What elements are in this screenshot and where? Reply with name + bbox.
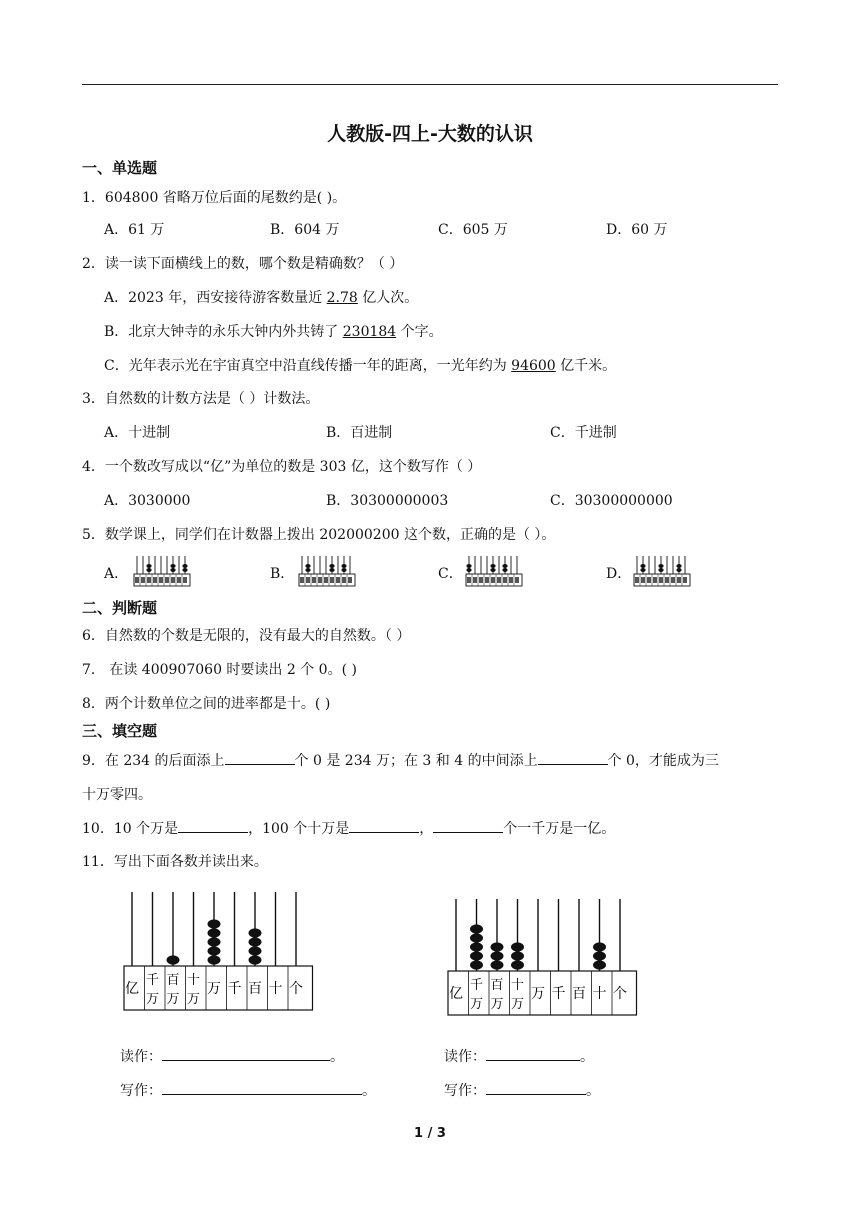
mini-abacus-label bbox=[324, 577, 328, 583]
abacus-bead bbox=[249, 955, 262, 964]
mini-abacus-bead bbox=[305, 568, 310, 572]
mini-abacus-bead bbox=[502, 568, 507, 572]
q10-blank-2[interactable] bbox=[349, 818, 419, 833]
abacus-bead bbox=[208, 946, 221, 955]
mini-abacus-label bbox=[336, 577, 340, 583]
abacus-image-d bbox=[633, 554, 693, 588]
abacus-bead bbox=[208, 937, 221, 946]
mini-abacus-bead bbox=[466, 568, 471, 572]
abacus-bead bbox=[470, 942, 483, 951]
mini-abacus-label bbox=[300, 577, 304, 583]
question-5-stem: 5．数学课上，同学们在计数器上拨出 202000200 这个数，正确的是（ ）。 bbox=[82, 527, 556, 543]
section-heading-true-false: 二、判断题 bbox=[82, 599, 158, 617]
q5-option-b: B． bbox=[270, 566, 295, 582]
question-3-stem: 3．自然数的计数方法是（ ）计数法。 bbox=[82, 391, 320, 407]
question-4-stem: 4．一个数改写成以“亿”为单位的数是 303 亿，这个数写作（ ） bbox=[82, 459, 482, 475]
mini-abacus-bead bbox=[329, 564, 334, 568]
q4-option-a: A．3030000 bbox=[104, 493, 191, 509]
mini-abacus-label bbox=[342, 577, 346, 583]
top-rule bbox=[82, 84, 778, 85]
abacus-bead bbox=[249, 928, 262, 937]
q5-option-c: C． bbox=[438, 566, 463, 582]
abacus-label: 万 bbox=[469, 997, 484, 1012]
q2-option-b: B．北京大钟寺的永乐大钟内外共铸了 230184 个字。 bbox=[104, 324, 443, 340]
mini-abacus-bead bbox=[182, 568, 187, 572]
abacus-bead bbox=[593, 960, 606, 969]
abacus-label: 个 bbox=[613, 986, 627, 1002]
abacus-label: 百 bbox=[248, 981, 262, 997]
mini-abacus-bead bbox=[640, 564, 645, 568]
q1-option-a: A．61 万 bbox=[104, 222, 165, 238]
section-heading-single-choice: 一、单选题 bbox=[82, 159, 158, 177]
mini-abacus-label bbox=[635, 577, 639, 583]
mini-abacus-label bbox=[473, 577, 477, 583]
question-10: 10．10 个万是 ，100 个十万是 ， 个一千万是一亿。 bbox=[82, 818, 615, 838]
mini-abacus-bead bbox=[170, 568, 175, 572]
abacus-bead bbox=[249, 946, 262, 955]
abacus-bead bbox=[208, 955, 221, 964]
abacus-label: 百 bbox=[490, 978, 504, 993]
mini-abacus-bead bbox=[676, 568, 681, 572]
mini-abacus-bead bbox=[305, 564, 310, 568]
left-write-blank[interactable] bbox=[162, 1080, 362, 1095]
mini-abacus-label bbox=[306, 577, 310, 583]
right-read-blank[interactable] bbox=[486, 1046, 580, 1061]
abacus-bead bbox=[593, 942, 606, 951]
mini-abacus-bead bbox=[146, 564, 151, 568]
mini-abacus-bead bbox=[170, 564, 175, 568]
mini-abacus-bead bbox=[490, 568, 495, 572]
mini-abacus-label bbox=[503, 577, 507, 583]
abacus-bead bbox=[470, 933, 483, 942]
abacus-label: 亿 bbox=[449, 986, 463, 1002]
abacus-bead bbox=[167, 955, 180, 964]
q1-option-b: B．604 万 bbox=[270, 222, 340, 238]
mini-abacus-bead bbox=[146, 568, 151, 572]
abacus-label: 万 bbox=[207, 981, 221, 997]
mini-abacus-label bbox=[147, 577, 151, 583]
abacus-label: 千 bbox=[469, 978, 484, 993]
mini-abacus-bead bbox=[640, 568, 645, 572]
mini-abacus-label bbox=[647, 577, 651, 583]
left-read-blank[interactable] bbox=[162, 1046, 330, 1061]
mini-abacus-bead bbox=[658, 564, 663, 568]
left-read-line: 读作： 。 bbox=[120, 1046, 344, 1066]
abacus-bead bbox=[470, 924, 483, 933]
abacus-label: 万 bbox=[531, 986, 545, 1002]
mini-abacus-label bbox=[171, 577, 175, 583]
mini-abacus-bead bbox=[329, 568, 334, 572]
abacus-bead bbox=[249, 937, 262, 946]
question-9-line-1: 9．在 234 的后面添上 个 0 是 234 万；在 3 和 4 的中间添上 个 0，才能成为三 bbox=[82, 750, 719, 770]
q9-blank-1[interactable] bbox=[225, 750, 295, 765]
abacus-label: 十 bbox=[186, 973, 201, 988]
mini-abacus-label bbox=[479, 577, 483, 583]
question-1-stem: 1．604800 省略万位后面的尾数约是( )。 bbox=[82, 190, 347, 206]
mini-abacus-label bbox=[665, 577, 669, 583]
abacus-label: 十 bbox=[510, 978, 525, 993]
mini-abacus-bead bbox=[341, 564, 346, 568]
q9-blank-2[interactable] bbox=[538, 750, 608, 765]
mini-abacus-label bbox=[165, 577, 169, 583]
mini-abacus-label bbox=[177, 577, 181, 583]
q1-option-d: D．60 万 bbox=[606, 222, 668, 238]
section-heading-fill-in: 三、填空题 bbox=[82, 722, 158, 740]
abacus-label: 十 bbox=[592, 986, 607, 1002]
abacus-bead bbox=[208, 919, 221, 928]
q2-option-a: A．2023 年，西安接待游客数量近 2.78 亿人次。 bbox=[104, 290, 419, 306]
abacus-image-b bbox=[298, 554, 364, 588]
abacus-label: 万 bbox=[186, 992, 201, 1007]
mini-abacus-bead bbox=[490, 564, 495, 568]
abacus-bead bbox=[593, 951, 606, 960]
q1-option-c: C．605 万 bbox=[438, 222, 508, 238]
abacus-bead bbox=[511, 951, 524, 960]
q4-option-c: C．30300000000 bbox=[550, 493, 673, 509]
right-write-blank[interactable] bbox=[486, 1080, 586, 1095]
abacus-label: 百 bbox=[572, 986, 586, 1002]
mini-abacus-label bbox=[183, 577, 187, 583]
q3-option-b: B．百进制 bbox=[326, 425, 393, 441]
abacus-bead bbox=[470, 951, 483, 960]
mini-abacus-label bbox=[653, 577, 657, 583]
mini-abacus-bead bbox=[466, 564, 471, 568]
abacus-bead bbox=[511, 960, 524, 969]
mini-abacus-label bbox=[141, 577, 145, 583]
abacus-bead bbox=[491, 951, 504, 960]
q5-option-d: D． bbox=[606, 566, 632, 582]
abacus-bead bbox=[491, 960, 504, 969]
abacus-label: 千 bbox=[551, 986, 566, 1002]
question-7: 7． 在读 400907060 时要读出 2 个 0。( ) bbox=[82, 662, 357, 678]
abacus-label: 千 bbox=[227, 981, 242, 997]
mini-abacus-bead bbox=[502, 564, 507, 568]
mini-abacus-label bbox=[509, 577, 513, 583]
mini-abacus-label bbox=[677, 577, 681, 583]
question-9-line-2: 十万零四。 bbox=[82, 787, 152, 803]
q3-option-c: C．千进制 bbox=[550, 425, 617, 441]
abacus-label: 万 bbox=[145, 992, 160, 1007]
question-2-stem: 2．读一读下面横线上的数，哪个数是精确数？（ ） bbox=[82, 256, 404, 272]
mini-abacus-label bbox=[135, 577, 139, 583]
abacus-bead bbox=[511, 942, 524, 951]
q5-option-a: A． bbox=[104, 566, 129, 582]
abacus-label: 十 bbox=[268, 981, 283, 997]
page-title: 人教版-四上-大数的认识 bbox=[327, 123, 533, 145]
mini-abacus-label bbox=[515, 577, 519, 583]
abacus-image-a bbox=[133, 554, 193, 588]
q3-option-a: A．十进制 bbox=[104, 425, 171, 441]
abacus-label: 个 bbox=[289, 981, 303, 997]
abacus-bead bbox=[470, 960, 483, 969]
mini-abacus-label bbox=[641, 577, 645, 583]
mini-abacus-label bbox=[467, 577, 471, 583]
abacus-label: 万 bbox=[490, 997, 504, 1012]
mini-abacus-bead bbox=[676, 564, 681, 568]
mini-abacus-label bbox=[671, 577, 675, 583]
abacus-figure-left bbox=[120, 888, 320, 1018]
mini-abacus-label bbox=[318, 577, 322, 583]
question-8: 8．两个计数单位之间的进率都是十。( ) bbox=[82, 696, 331, 712]
mini-abacus-label bbox=[683, 577, 687, 583]
abacus-bead bbox=[491, 942, 504, 951]
mini-abacus-bead bbox=[658, 568, 663, 572]
q10-blank-1[interactable] bbox=[178, 818, 248, 833]
abacus-figure-right bbox=[444, 895, 644, 1027]
q10-blank-3[interactable] bbox=[433, 818, 503, 833]
mini-abacus-label bbox=[348, 577, 352, 583]
question-11-stem: 11．写出下面各数并读出来。 bbox=[82, 854, 268, 870]
mini-abacus-bead bbox=[182, 564, 187, 568]
mini-abacus-label bbox=[153, 577, 157, 583]
mini-abacus-label bbox=[491, 577, 495, 583]
mini-abacus-bead bbox=[341, 568, 346, 572]
right-read-line: 读作： 。 bbox=[444, 1046, 594, 1066]
abacus-label: 万 bbox=[510, 997, 525, 1012]
mini-abacus-label bbox=[485, 577, 489, 583]
mini-abacus-label bbox=[159, 577, 163, 583]
q4-option-b: B．30300000003 bbox=[326, 493, 449, 509]
page-number: 1 / 3 bbox=[414, 1126, 446, 1141]
abacus-label: 千 bbox=[145, 973, 160, 988]
abacus-label: 万 bbox=[166, 992, 180, 1007]
abacus-label: 百 bbox=[166, 973, 180, 988]
mini-abacus-label bbox=[659, 577, 663, 583]
abacus-bead bbox=[208, 928, 221, 937]
mini-abacus-label bbox=[312, 577, 316, 583]
mini-abacus-label bbox=[497, 577, 501, 583]
abacus-image-c bbox=[465, 554, 523, 588]
mini-abacus-label bbox=[330, 577, 334, 583]
right-write-line: 写作： 。 bbox=[444, 1080, 600, 1100]
abacus-label: 亿 bbox=[125, 981, 139, 997]
q2-option-c: C．光年表示光在宇宙真空中沿直线传播一年的距离，一光年约为 94600 亿千米。 bbox=[104, 358, 617, 374]
question-6: 6．自然数的个数是无限的，没有最大的自然数。（ ） bbox=[82, 628, 411, 644]
left-write-line: 写作： 。 bbox=[120, 1080, 376, 1100]
